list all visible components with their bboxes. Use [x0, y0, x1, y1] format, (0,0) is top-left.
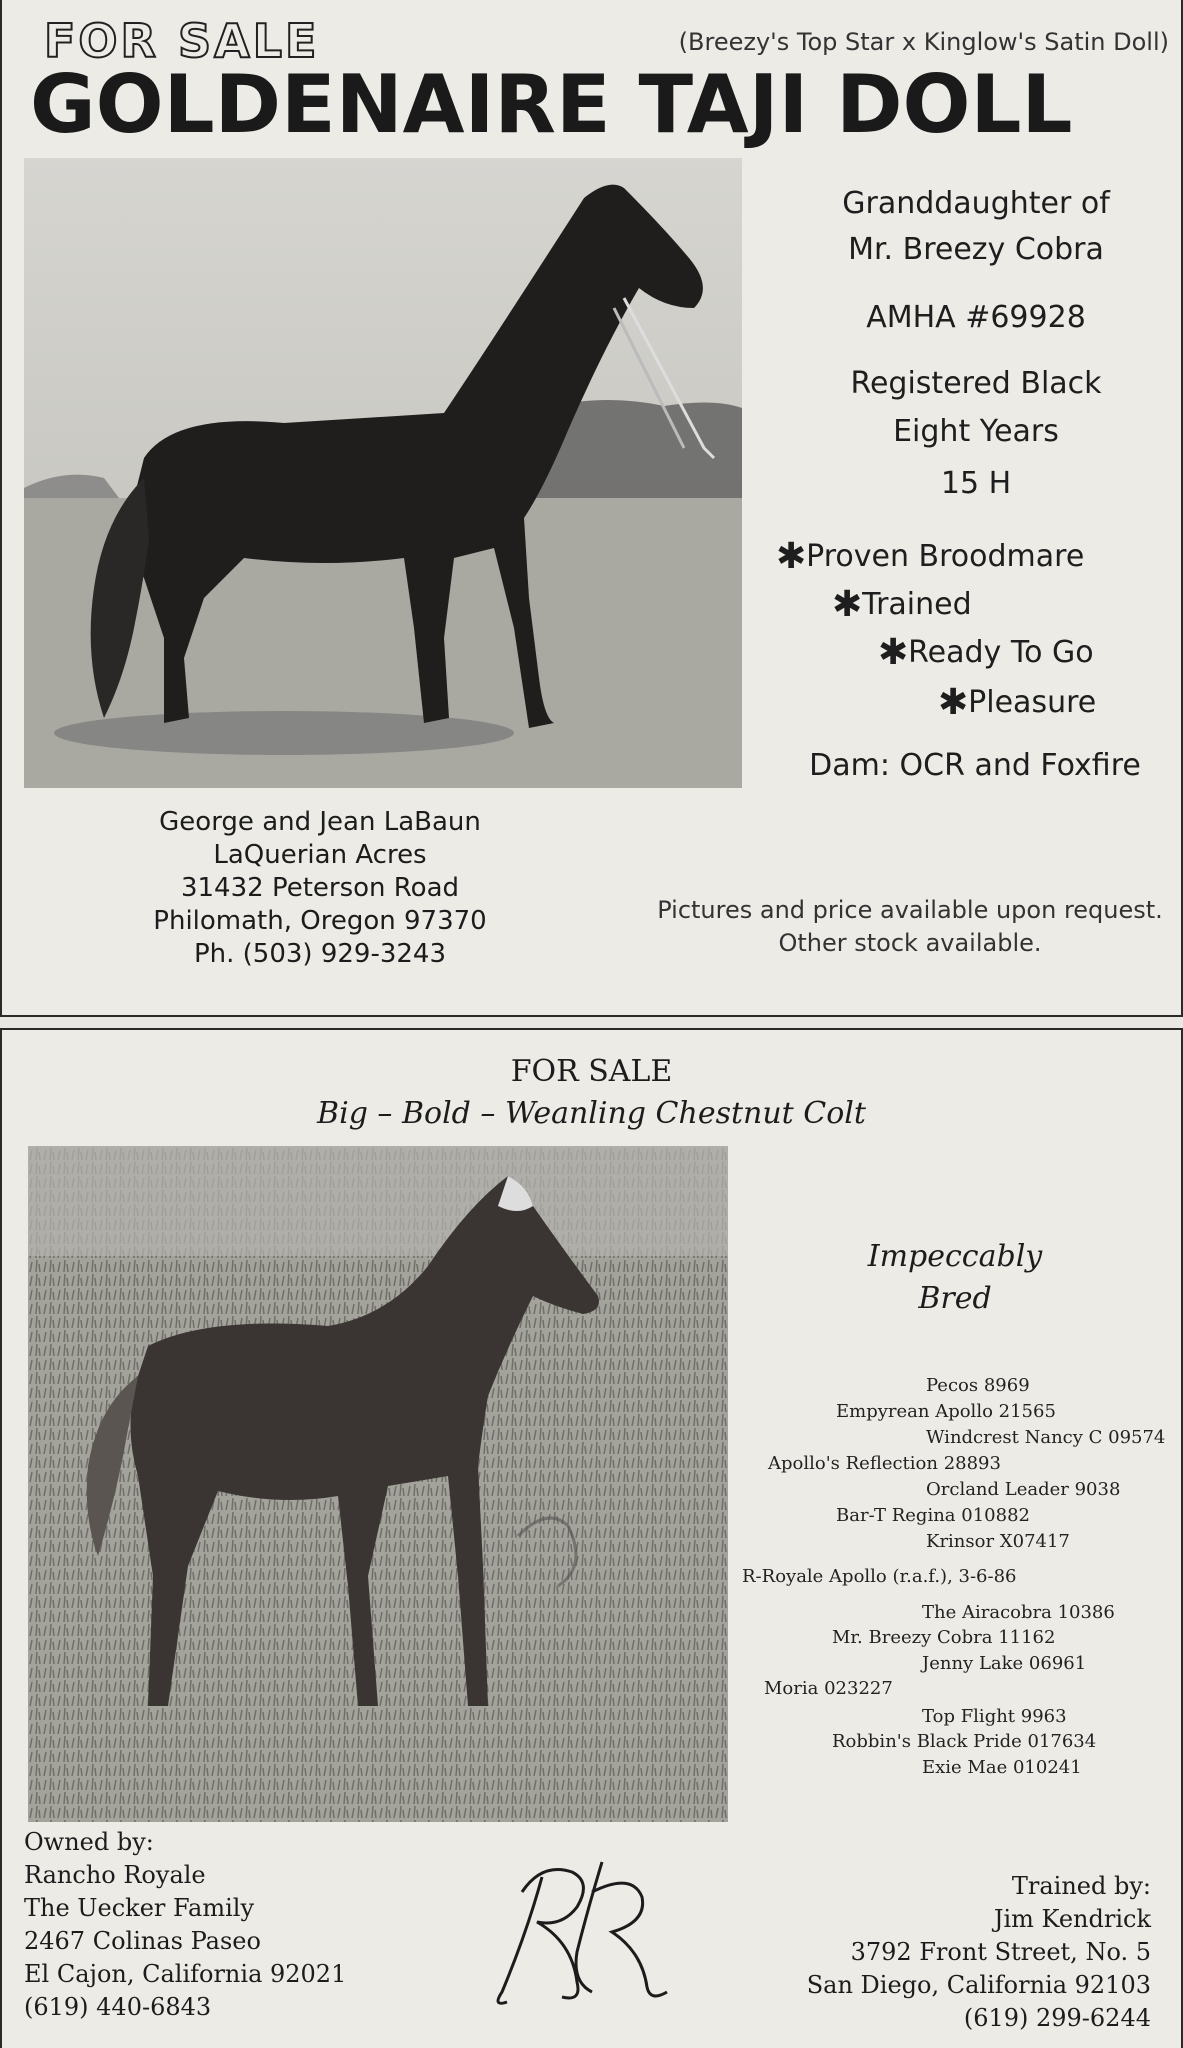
pedigree-entry: Exie Mae 010241 — [922, 1757, 1082, 1778]
pedigree-entry: Empyrean Apollo 21565 — [836, 1401, 1056, 1422]
bred-line-1: Impeccably — [867, 1239, 1043, 1274]
pedigree-entry: Krinsor X07417 — [926, 1531, 1070, 1552]
for-sale-heading: FOR SALE — [44, 14, 320, 68]
owner-farm: Rancho Royale — [24, 1861, 206, 1889]
colt-photo-illustration — [28, 1146, 728, 1822]
for-sale-heading: FOR SALE — [510, 1054, 673, 1089]
asterisk-icon: ✱ — [938, 682, 969, 723]
pedigree-entry: Orcland Leader 9038 — [926, 1479, 1121, 1500]
owner-family: The Uecker Family — [24, 1894, 255, 1922]
pedigree-entry: Apollo's Reflection 28893 — [768, 1453, 1001, 1474]
granddaughter-label: Granddaughter of — [842, 186, 1110, 221]
horse-age: Eight Years — [893, 414, 1059, 449]
bullet-text: Pleasure — [968, 685, 1097, 720]
pedigree-entry: Mr. Breezy Cobra 11162 — [832, 1627, 1056, 1648]
seller-contact — [140, 806, 500, 971]
bullet-text: Trained — [862, 587, 972, 622]
owner-city: El Cajon, California 92021 — [24, 1960, 347, 1988]
impeccably-bred-label — [820, 1236, 1090, 1320]
pedigree-entry: R-Royale Apollo (r.a.f.), 3-6-86 — [742, 1566, 1017, 1587]
bullet-text: Ready To Go — [908, 635, 1094, 670]
pedigree-entry: Robbin's Black Pride 017634 — [832, 1731, 1097, 1752]
bullet-pleasure — [938, 682, 1096, 723]
horse-photo-illustration — [24, 158, 742, 788]
sire-line-name: Mr. Breezy Cobra — [848, 232, 1104, 267]
pedigree-entry: The Airacobra 10386 — [922, 1602, 1115, 1623]
trainer-block — [807, 1870, 1151, 2035]
owner-label: Owned by: — [24, 1828, 154, 1856]
seller-farm: LaQuerian Acres — [213, 840, 427, 870]
bullet-trained — [832, 584, 972, 625]
seller-city: Philomath, Oregon 97370 — [153, 906, 487, 936]
bred-line-2: Bred — [918, 1281, 992, 1316]
pedigree-entry: Moria 023227 — [764, 1678, 893, 1699]
seller-street: 31432 Peterson Road — [180, 873, 460, 903]
owner-block — [24, 1826, 346, 2024]
colt-description: Big – Bold – Weanling Chestnut Colt — [317, 1096, 866, 1131]
pedigree-entry: Windcrest Nancy C 09574 — [926, 1427, 1166, 1448]
horse-name-title: GOLDENAIRE TAJI DOLL — [30, 58, 1073, 151]
pedigree-entry: Jenny Lake 06961 — [922, 1653, 1087, 1674]
pedigree-entry: Pecos 8969 — [926, 1375, 1030, 1396]
trainer-city: San Diego, California 92103 — [806, 1971, 1151, 1999]
note-line-2: Other stock available. — [778, 929, 1042, 957]
registered-color: Registered Black — [850, 366, 1102, 401]
trainer-label: Trained by: — [1011, 1872, 1151, 1900]
bullet-ready-to-go — [878, 632, 1094, 673]
black-mare-photo — [24, 158, 742, 788]
chestnut-colt-photo — [28, 1146, 728, 1822]
note-line-1: Pictures and price available upon request. — [657, 896, 1163, 924]
dam-line: Dam: OCR and Foxfire — [809, 748, 1141, 783]
trainer-street: 3792 Front Street, No. 5 — [850, 1938, 1151, 1966]
asterisk-icon: ✱ — [776, 536, 807, 577]
asterisk-icon: ✱ — [878, 632, 909, 673]
owner-phone: (619) 440-6843 — [24, 1993, 212, 2021]
pedigree-entry: Bar-T Regina 010882 — [836, 1505, 1030, 1526]
trainer-phone: (619) 299-6244 — [963, 2004, 1151, 2032]
horse-height: 15 H — [940, 466, 1012, 501]
amha-number: AMHA #69928 — [866, 300, 1086, 335]
seller-names: George and Jean LaBaun — [159, 807, 481, 837]
pedigree-entry: Top Flight 9963 — [922, 1706, 1067, 1727]
availability-note — [640, 894, 1180, 960]
seller-phone: Ph. (503) 929-3243 — [193, 939, 447, 969]
trainer-name: Jim Kendrick — [993, 1905, 1151, 1933]
monogram-script-icon — [482, 1852, 672, 2012]
pedigree-line: (Breezy's Top Star x Kinglow's Satin Doll) — [678, 28, 1169, 56]
rr-monogram-logo — [482, 1852, 672, 2012]
asterisk-icon: ✱ — [832, 584, 863, 625]
bullet-proven-broodmare — [776, 536, 1084, 577]
bullet-text: Proven Broodmare — [806, 539, 1085, 574]
owner-street: 2467 Colinas Paseo — [24, 1927, 261, 1955]
